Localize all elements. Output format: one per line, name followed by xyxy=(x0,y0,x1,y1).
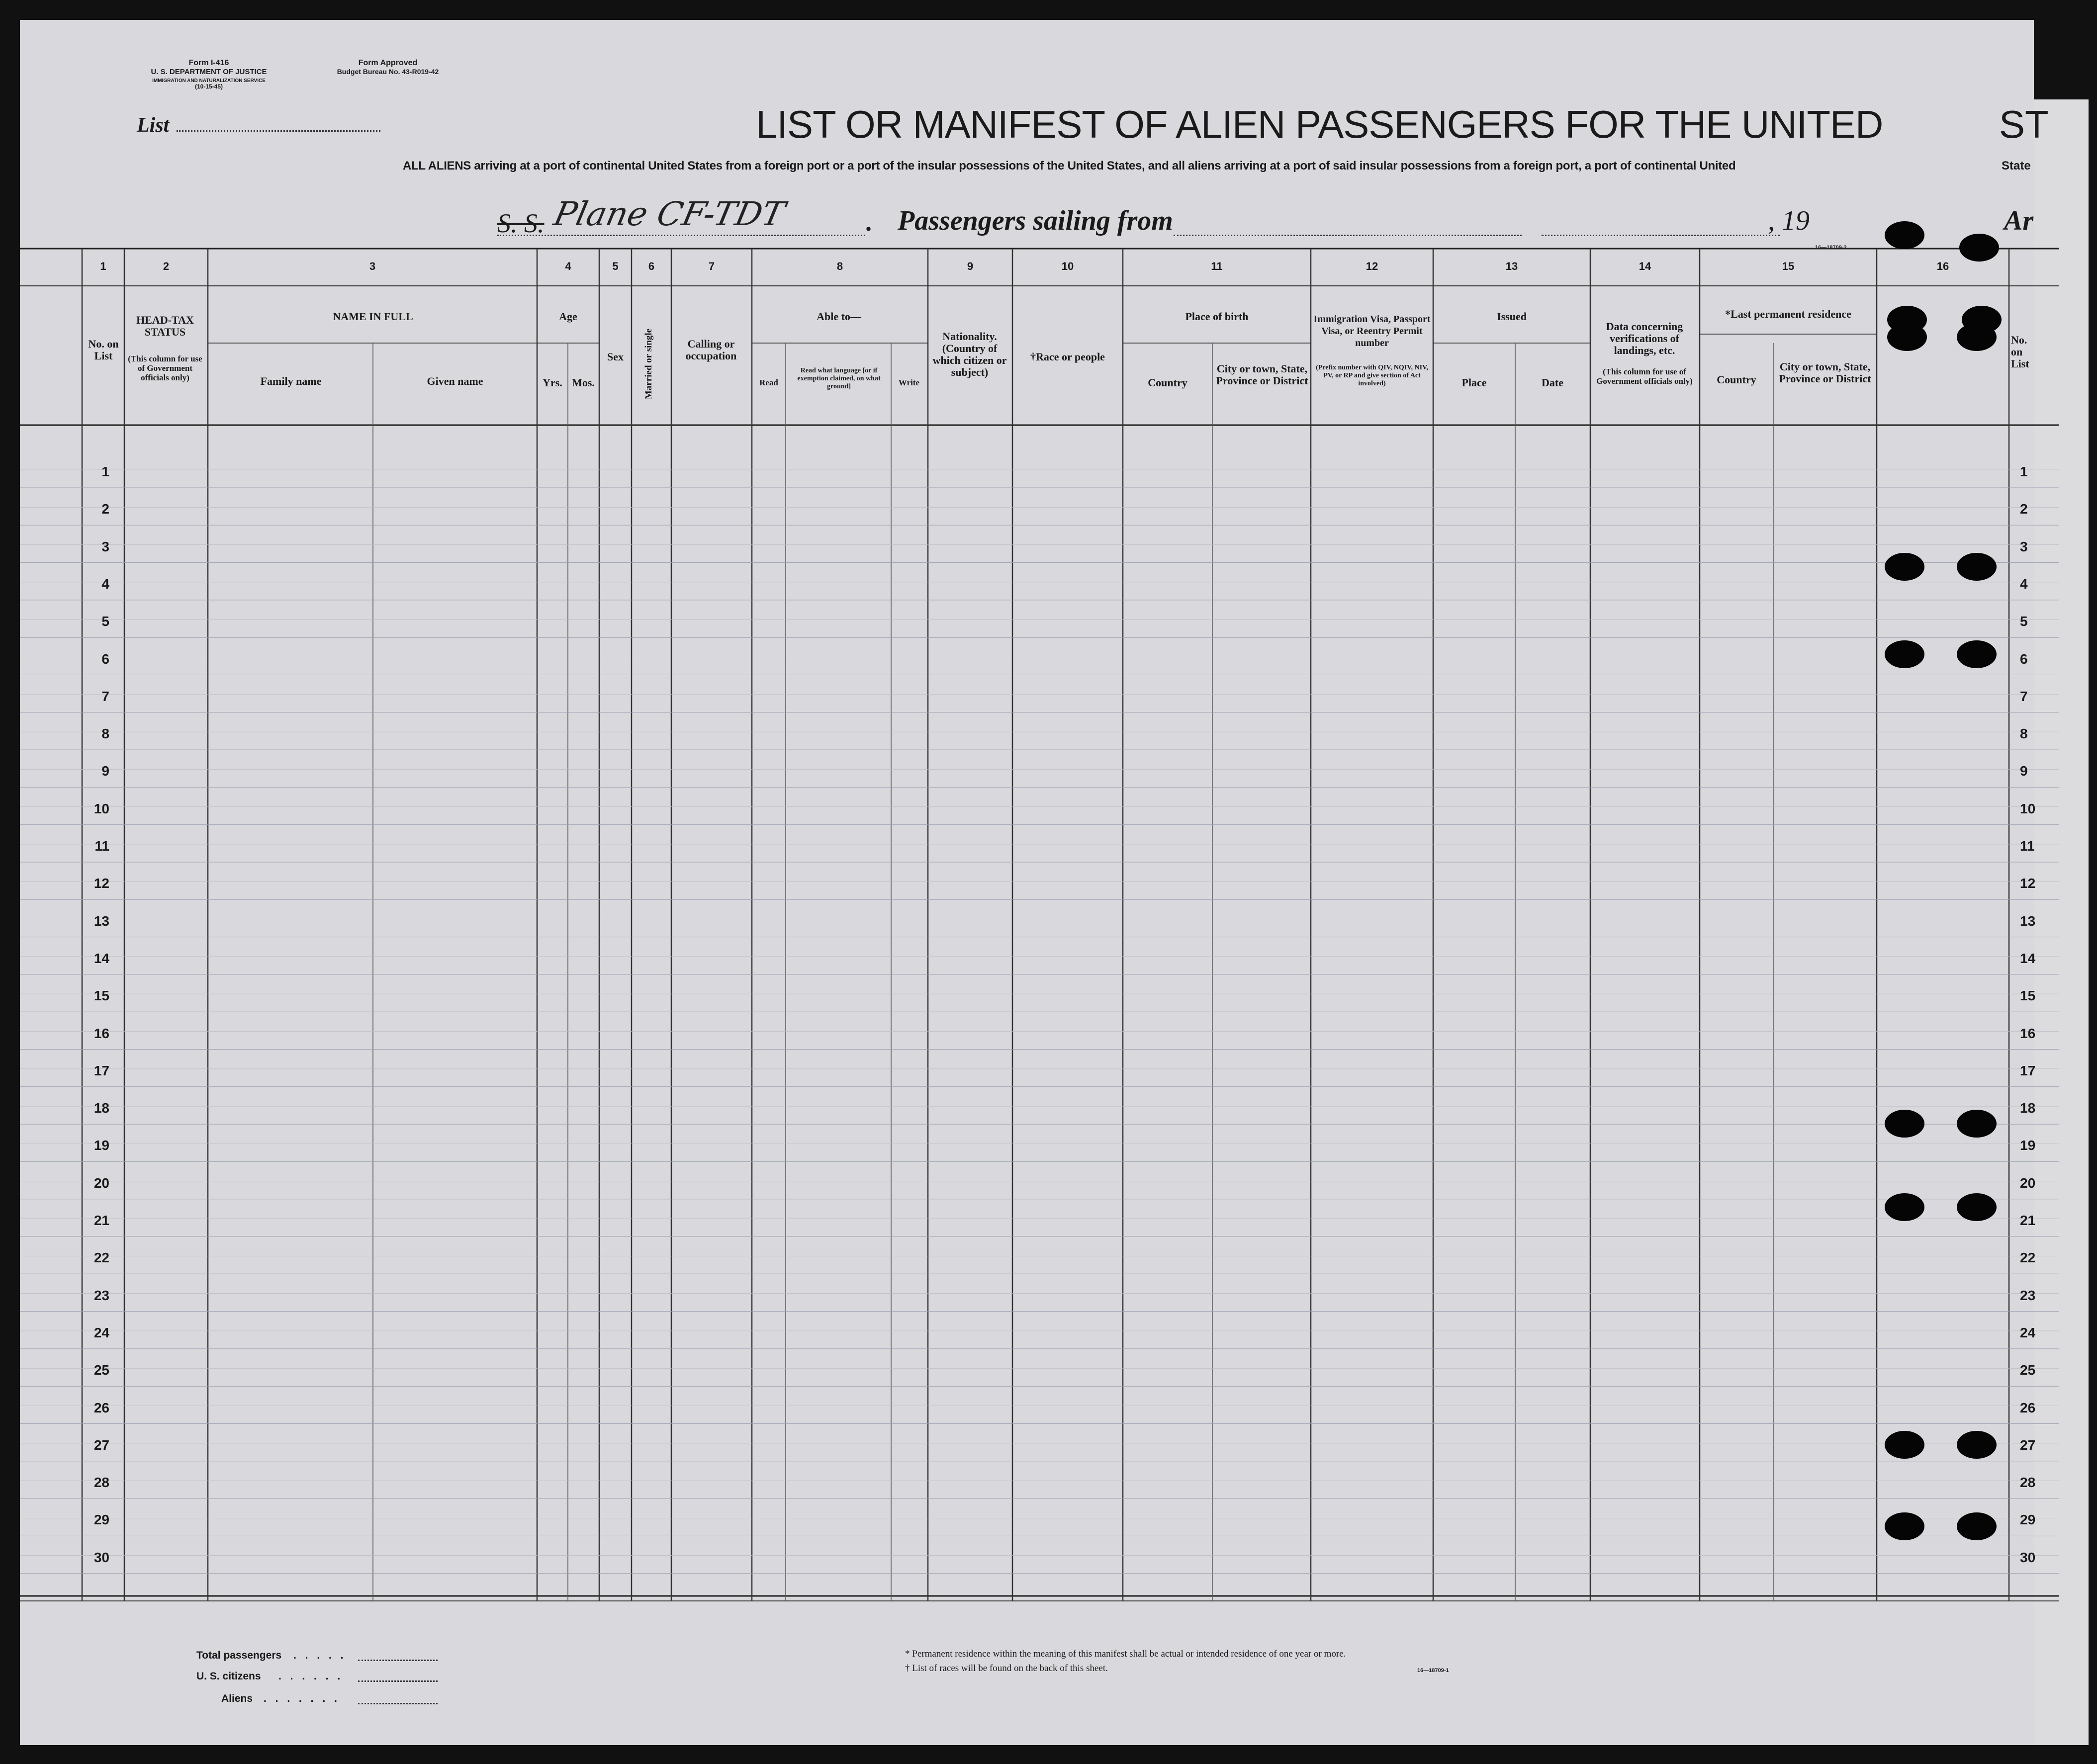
footer-note-1: * Permanent residence within the meaning of this manifest shall be actual or intended residence of one year or more. xyxy=(905,1649,1346,1659)
punch-hole xyxy=(1959,234,1999,262)
punch-hole xyxy=(1885,640,1924,668)
row-number-left: 27 xyxy=(93,1437,109,1453)
punch-hole xyxy=(1885,1512,1924,1540)
row-number-left: 22 xyxy=(93,1250,109,1266)
row-number-left: 5 xyxy=(101,614,109,629)
page-title-cut: ST xyxy=(1999,102,2049,146)
column-number: 10 xyxy=(1061,260,1074,272)
row-number-left: 10 xyxy=(93,800,109,816)
row-number-right: 5 xyxy=(2020,614,2028,629)
header-family-name: Family name xyxy=(260,375,322,387)
row-number-right: 22 xyxy=(2020,1250,2036,1266)
row-number-right: 14 xyxy=(2020,950,2036,966)
header-write: Write xyxy=(898,378,920,387)
column-number: 4 xyxy=(565,260,571,272)
footer-us-citizens: U. S. citizens xyxy=(196,1671,261,1682)
row-number-right: 26 xyxy=(2020,1400,2036,1415)
page-title: LIST OR MANIFEST OF ALIEN PASSENGERS FOR THE UNITED xyxy=(756,102,1883,146)
header-date: Date xyxy=(1542,376,1563,389)
header-visa-note: (Prefix number with QIV, NQIV, NIV, PV, or RP and give section of Act involved) xyxy=(1316,364,1428,387)
form-number: Form I-416 xyxy=(188,59,229,67)
row-number-right: 6 xyxy=(2020,651,2028,667)
row-number-left: 23 xyxy=(93,1287,109,1303)
period: . xyxy=(865,208,872,237)
header-no-on-list: No. on List xyxy=(88,338,119,362)
header-married: Married or single xyxy=(643,328,654,400)
row-number-right: 15 xyxy=(2020,988,2036,1004)
row-number-right: 8 xyxy=(2020,726,2028,742)
punch-hole xyxy=(1957,640,1997,668)
row-number-right: 24 xyxy=(2020,1324,2036,1340)
row-number-right: 29 xyxy=(2020,1512,2036,1528)
row-number-left: 1 xyxy=(101,464,109,479)
header-age: Age xyxy=(559,310,577,323)
row-number-left: 3 xyxy=(101,538,109,554)
row-number-left: 28 xyxy=(93,1475,109,1491)
list-label: List xyxy=(137,114,170,137)
row-number-right: 30 xyxy=(2020,1549,2036,1565)
header-data-note: (This column for use of Government officials only) xyxy=(1596,367,1693,386)
row-number-right: 3 xyxy=(2020,538,2028,554)
print-code-top: 16—18709-2 xyxy=(1815,245,1847,251)
punch-hole xyxy=(1885,221,1924,249)
header-issued: Issued xyxy=(1497,310,1527,323)
header-yrs: Yrs. xyxy=(543,376,562,389)
aliens-field[interactable] xyxy=(358,1703,438,1704)
header-head-tax: HEAD-TAX STATUS xyxy=(136,314,194,338)
row-number-right: 21 xyxy=(2020,1213,2036,1228)
row-number-left: 19 xyxy=(93,1138,109,1153)
column-number: 3 xyxy=(369,260,376,272)
row-number-left: 21 xyxy=(93,1213,109,1228)
row-number-right: 19 xyxy=(2020,1138,2036,1153)
row-number-right: 28 xyxy=(2020,1475,2036,1491)
row-number-left: 18 xyxy=(93,1100,109,1116)
footer-dots-3: . . . . . . . xyxy=(264,1693,340,1704)
column-number: 8 xyxy=(836,260,843,272)
header-nationality: Nationality. (Country of which citizen or subject) xyxy=(932,330,1007,378)
row-number-right: 27 xyxy=(2020,1437,2036,1453)
column-number: 16 xyxy=(1936,260,1949,272)
total-passengers-field[interactable] xyxy=(358,1660,438,1661)
row-number-left: 2 xyxy=(101,501,109,517)
row-number-left: 12 xyxy=(93,876,109,891)
row-number-right: 1 xyxy=(2020,464,2028,479)
punch-hole xyxy=(1957,1512,1997,1540)
header-city: City or town, State, Province or District xyxy=(1216,362,1308,387)
row-number-left: 11 xyxy=(94,838,109,854)
header-read-language: Read what language [or if exemption claimed, on what ground] xyxy=(797,367,881,390)
page-subtitle: ALL ALIENS arriving at a port of continental United States from a foreign port or a port of the insular possessions of the United States, and all aliens arriving at a port of said insular possessions from a foreign port, a port of continental United xyxy=(403,159,1736,173)
footer-total-passengers: Total passengers xyxy=(196,1650,282,1661)
header-given-name: Given name xyxy=(427,375,483,387)
column-number: 1 xyxy=(100,260,106,272)
year-label: , 19 xyxy=(1768,205,1810,236)
column-number: 6 xyxy=(648,260,655,272)
row-number-left: 16 xyxy=(93,1025,109,1041)
header-name-in-full: NAME IN FULL xyxy=(333,310,413,323)
service: IMMIGRATION AND NATURALIZATION SERVICE xyxy=(152,78,266,84)
header-calling: Calling or occupation xyxy=(685,338,737,362)
punch-hole xyxy=(1887,323,1927,351)
punch-hole xyxy=(1957,553,1997,581)
row-number-right: 4 xyxy=(2020,576,2028,592)
passengers-sailing-label: Passengers sailing from xyxy=(898,205,1173,236)
row-number-left: 9 xyxy=(101,763,109,779)
page-subtitle-cut: State xyxy=(2002,159,2031,173)
header-place: Place xyxy=(1461,376,1487,389)
row-number-right: 9 xyxy=(2020,763,2028,779)
row-number-left: 7 xyxy=(101,688,109,704)
row-number-right: 16 xyxy=(2020,1025,2036,1041)
row-number-left: 14 xyxy=(93,950,109,966)
punch-hole xyxy=(1957,1431,1997,1459)
row-number-right: 12 xyxy=(2020,876,2036,891)
row-number-left: 25 xyxy=(93,1362,109,1378)
row-number-left: 24 xyxy=(93,1324,109,1340)
row-number-left: 6 xyxy=(101,651,109,667)
arriving-label-cut: Ar xyxy=(2004,205,2034,236)
punch-hole xyxy=(1885,553,1924,581)
form-approved: Form Approved xyxy=(358,59,418,67)
row-number-left: 17 xyxy=(93,1062,109,1078)
row-number-left: 4 xyxy=(101,576,109,592)
column-number: 13 xyxy=(1505,260,1518,272)
punch-hole xyxy=(1957,323,1997,351)
row-number-right: 23 xyxy=(2020,1287,2036,1303)
header-sex: Sex xyxy=(607,351,624,363)
row-number-right: 25 xyxy=(2020,1362,2036,1378)
row-number-right: 11 xyxy=(2020,838,2035,854)
row-number-left: 30 xyxy=(93,1549,109,1565)
ss-label: S. S. xyxy=(497,208,545,238)
row-number-left: 20 xyxy=(93,1175,109,1191)
column-number: 12 xyxy=(1366,260,1378,272)
header-race: †Race or people xyxy=(1030,351,1105,363)
row-number-left: 29 xyxy=(93,1512,109,1528)
column-number: 15 xyxy=(1782,260,1795,272)
row-number-right: 2 xyxy=(2020,501,2028,517)
header-last-residence: *Last permanent residence xyxy=(1725,308,1851,320)
row-number-right: 13 xyxy=(2020,913,2036,929)
row-number-right: 17 xyxy=(2020,1062,2036,1078)
punch-hole xyxy=(1885,1193,1924,1221)
header-country: Country xyxy=(1148,376,1187,389)
header-able-to: Able to— xyxy=(817,310,861,323)
row-number-left: 13 xyxy=(93,913,109,929)
header-country-2: Country xyxy=(1717,373,1756,386)
row-number-right: 20 xyxy=(2020,1175,2036,1191)
row-number-right: 10 xyxy=(2020,800,2036,816)
header-mos: Mos. xyxy=(572,376,595,389)
header-visa: Immigration Visa, Passport Visa, or Reentry Permit number xyxy=(1313,314,1431,349)
department: U. S. DEPARTMENT OF JUSTICE xyxy=(151,68,267,76)
header-no-on-list-right: No. on List xyxy=(2011,334,2029,370)
row-number-left: 8 xyxy=(101,726,109,742)
print-code-bottom: 16—18709-1 xyxy=(1417,1668,1449,1674)
column-number: 14 xyxy=(1639,260,1651,272)
header-place-of-birth: Place of birth xyxy=(1185,310,1249,323)
punch-hole xyxy=(1957,1110,1997,1138)
header-head-tax-note: (This column for use of Government officials only) xyxy=(128,354,202,382)
handwritten-vessel: Plane CF-TDT xyxy=(550,195,788,233)
footer-dots-1: . . . . . xyxy=(293,1650,347,1661)
column-number: 7 xyxy=(708,260,715,272)
punch-hole xyxy=(1885,1110,1924,1138)
column-number: 2 xyxy=(163,260,170,272)
header-city-2: City or town, State, Province or District xyxy=(1779,360,1871,385)
row-number-left: 26 xyxy=(93,1400,109,1415)
punch-hole xyxy=(1957,1193,1997,1221)
form-date: (10-15-45) xyxy=(194,83,223,90)
footer-aliens: Aliens xyxy=(221,1693,253,1704)
column-number: 11 xyxy=(1211,260,1223,272)
budget-bureau: Budget Bureau No. 43-R019-42 xyxy=(337,68,439,76)
row-number-left: 15 xyxy=(93,988,109,1004)
row-number-right: 7 xyxy=(2020,688,2028,704)
footer-note-2: † List of races will be found on the back of this sheet. xyxy=(905,1663,1108,1674)
column-number: 5 xyxy=(612,260,619,272)
header-read: Read xyxy=(759,378,778,387)
row-number-right: 18 xyxy=(2020,1100,2036,1116)
punch-hole xyxy=(1885,1431,1924,1459)
header-data-concerning: Data concerning verifications of landings, etc. xyxy=(1606,320,1683,356)
column-number: 9 xyxy=(967,260,974,272)
us-citizens-field[interactable] xyxy=(358,1680,438,1682)
footer-dots-2: . . . . . . xyxy=(278,1671,344,1682)
